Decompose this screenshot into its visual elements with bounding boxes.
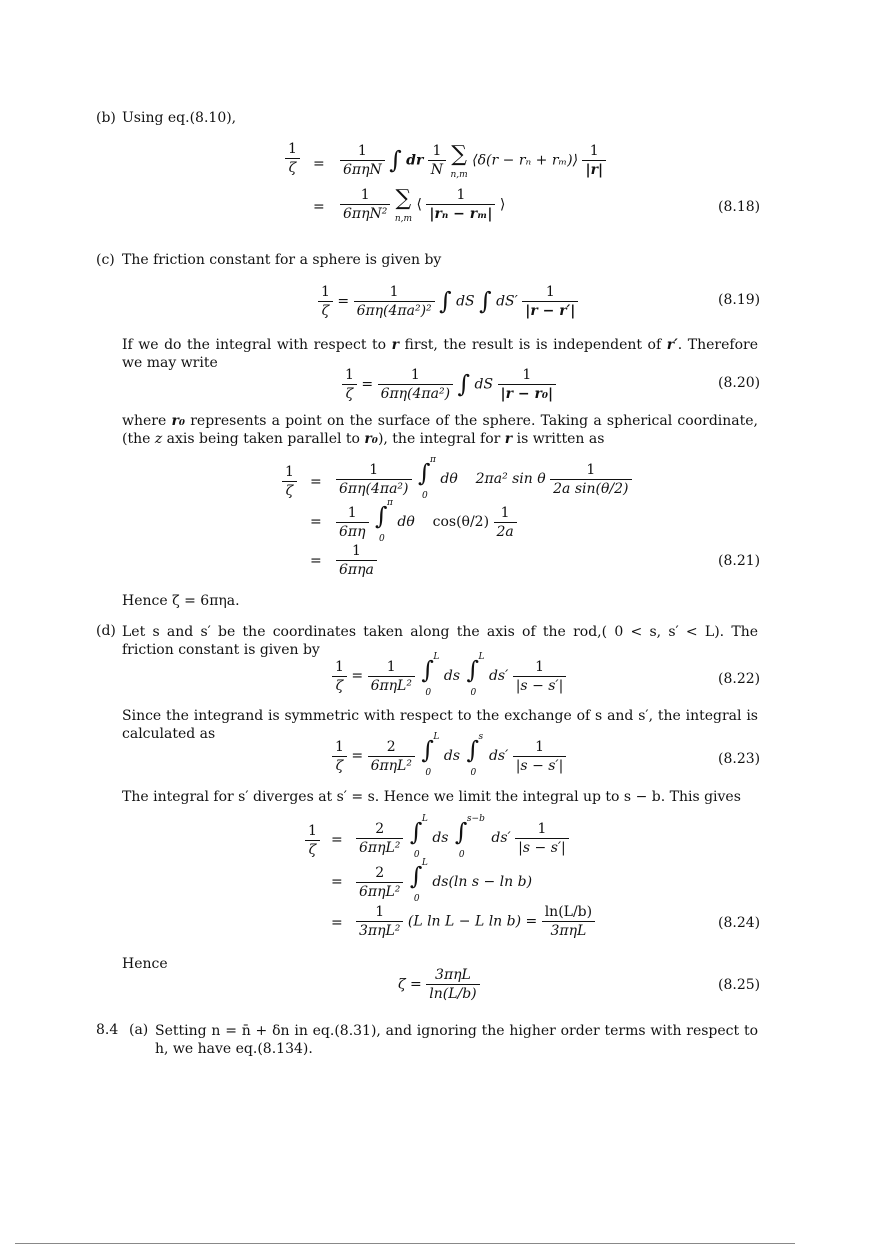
item-b-label: (b) — [96, 110, 116, 126]
fraction: $\frac{1}{\text{6πηN²}}$ — [340, 186, 390, 223]
one-over-zeta: $\frac{1}{\zeta}$ — [332, 738, 347, 775]
equation-number: (8.21) — [718, 553, 761, 569]
definite-integral: ∫ L 0 — [466, 652, 485, 698]
eq-8-18-rhs1 — [340, 140, 606, 181]
fraction: $\frac{1}{|s - s'|}$ — [513, 658, 567, 695]
fraction: $\frac{1}{\text{6πη(4πa²)²}}$ — [354, 283, 435, 320]
eq-8-19: $\frac{1}{\zeta}$ = $\frac{1}{\text{6πη(4πa²)²}}$ ∫ dS ∫ dS′ $\frac{1}{|r - r'|}$ — [318, 283, 578, 320]
one-over-zeta: $\frac{1}{\zeta}$ — [285, 140, 300, 177]
fraction: $\frac{2}{\text{6πηL²}}$ — [368, 738, 415, 775]
equals-sign: = — [310, 553, 322, 569]
eq-8-18-rhs2: $\frac{1}{\text{6πηN²}}$ ∑ n,m ⟨ $\frac{1}{\text{|rₙ − rₘ|}}$ ⟩ — [340, 184, 505, 225]
definite-integral: ∫ s−b 0 — [454, 814, 485, 860]
eq-8-24-line1 — [305, 822, 320, 859]
eq-8-18-line1 — [285, 140, 300, 177]
eq-8-24-rhs3: $\frac{1}{\text{3πηL²}}$ (L ln L − L ln b) = $\frac{\ln(L/b)}{\text{3πηL}}$ — [356, 903, 595, 940]
footer-rule — [15, 1243, 795, 1244]
definite-integral: ∫ L 0 — [409, 814, 428, 860]
fraction: $\frac{1}{|r - r'|}$ — [522, 283, 578, 320]
equals-sign: = — [313, 199, 325, 215]
definite-integral: ∫ s 0 — [466, 732, 484, 778]
fraction: $\frac{1}{\text{3πηL²}}$ — [356, 903, 403, 940]
fraction: $\frac{\text{3πηL}}{\ln(L/b)}$ — [426, 966, 479, 1003]
one-over-zeta: $\frac{1}{\zeta}$ — [282, 463, 297, 500]
fraction: $\frac{1}{\text{|r − r₀|}}$ — [498, 366, 557, 403]
eq-8-20: $\frac{1}{\zeta}$ = $\frac{1}{\text{6πη(4πa²)}}$ ∫ dS $\frac{1}{\text{|r − r₀|}}$ — [342, 366, 556, 403]
item-c-para2: where r₀ represents a point on the surface of the sphere. Taking a spherical coordinate, (the z axis being taken parallel to r₀), the integral for r is written as — [122, 413, 758, 447]
item-d-label: (d) — [96, 623, 116, 639]
problem-8-4-number: 8.4 — [96, 1022, 119, 1038]
equals-sign: = — [331, 874, 343, 890]
equals-sign: = — [331, 832, 343, 848]
eq-8-24-rhs2: $\frac{2}{\text{6πηL²}}$ ∫ L 0 ds(ln s − ln b) — [356, 862, 532, 902]
equals-sign: = — [331, 915, 343, 931]
fraction: $\frac{1}{\text{6πη(4πa²)}}$ — [336, 461, 412, 498]
equals-sign: = — [310, 514, 322, 530]
item-d-hence: Hence — [122, 956, 168, 972]
equation-number: (8.24) — [718, 915, 761, 931]
equation-number: (8.18) — [718, 199, 761, 215]
dr-term: dr — [406, 152, 424, 169]
integral-sign: ∫ — [389, 145, 402, 174]
fraction: $\frac{1}{\text{2a sin(θ/2)}}$ — [550, 461, 631, 498]
item-c-label: (c) — [96, 252, 115, 268]
eq-8-21-rhs2: $\frac{1}{6\pi\eta}$ ∫ π 0 dθ cos(θ/2) $\frac{1}{2a}$ — [336, 502, 517, 542]
delta-term: ⟨δ(r − rₙ + rₘ)⟩ — [472, 152, 579, 169]
eq-8-21-rhs1: $\frac{1}{\text{6πη(4πa²)}}$ ∫ π 0 dθ 2πa² sin θ $\frac{1}{\text{2a sin(θ/2)}}$ — [336, 459, 632, 499]
definite-integral: ∫ π 0 — [374, 498, 393, 544]
fraction: $\frac{1}{|r|}$ — [582, 142, 606, 179]
eq-8-21-rhs3 — [336, 542, 377, 579]
summation: ∑ n,m — [394, 186, 413, 224]
fraction: $\frac{1}{|s - s'|}$ — [515, 820, 569, 857]
eq-8-24-rhs1: $\frac{2}{\text{6πηL²}}$ ∫ L 0 ds ∫ s−b 0 ds′ $\frac{1}{|s - s'|}$ — [356, 818, 569, 858]
fraction: $\frac{1}{\text{6πηL²}}$ — [368, 658, 415, 695]
fraction: $\frac{1}{6\pi\eta}$ — [336, 504, 369, 541]
problem-8-4-label: (a) — [129, 1022, 149, 1038]
equals-sign: = — [313, 156, 325, 172]
eq-8-21-line1 — [282, 463, 297, 500]
one-over-zeta: $\frac{1}{\zeta}$ — [318, 283, 333, 320]
fraction: $\frac{1}{\text{6πηN}}$ — [340, 142, 385, 179]
fraction: $\frac{1}{\text{|rₙ − rₘ|}}$ — [426, 186, 495, 223]
item-d-intro: Let s and s′ be the coordinates taken along the axis of the rod,( 0 < s, s′ < L). The friction constant is given by — [122, 624, 758, 658]
fraction: $\frac{1}{2a}$ — [494, 504, 517, 541]
item-c-intro: The friction constant for a sphere is given by — [122, 252, 442, 268]
definite-integral: ∫ L 0 — [409, 858, 428, 904]
equation-number: (8.20) — [718, 375, 761, 391]
eq-8-23: $\frac{1}{\zeta}$ = $\frac{2}{\text{6πηL²}}$ ∫ L 0 ds ∫ s 0 ds′ $\frac{1}{|s - s'|}$ — [332, 736, 566, 776]
one-over-zeta: $\frac{1}{\zeta}$ — [305, 822, 320, 859]
fraction: $\frac{2}{\text{6πηL²}}$ — [356, 820, 403, 857]
item-c-hence: Hence ζ = 6πηa. — [122, 593, 240, 609]
fraction: $\frac{1}{N}$ — [428, 142, 446, 179]
fraction: $\frac{2}{\text{6πηL²}}$ — [356, 864, 403, 901]
equals-sign: = — [310, 474, 322, 490]
fraction: $\frac{\ln(L/b)}{\text{3πηL}}$ — [542, 903, 595, 940]
eq-8-22: $\frac{1}{\zeta}$ = $\frac{1}{\text{6πηL²}}$ ∫ L 0 ds ∫ L 0 ds′ $\frac{1}{|s - s'|}$ — [332, 656, 566, 696]
item-b-intro: Using eq.(8.10), — [122, 110, 237, 126]
equation-number: (8.23) — [718, 751, 761, 767]
equation-number: (8.25) — [718, 977, 761, 993]
one-over-zeta: $\frac{1}{\zeta}$ — [342, 366, 357, 403]
definite-integral: ∫ L 0 — [421, 652, 440, 698]
item-d-para2: The integral for s′ diverges at s′ = s. Hence we limit the integral up to s − b. This gives — [122, 789, 741, 805]
fraction: $\frac{1}{|s - s'|}$ — [513, 738, 567, 775]
problem-8-4-text: Setting n = n̄ + δn in eq.(8.31), and ignoring the higher order terms with respect to h, we have eq.(8.134). — [155, 1023, 758, 1057]
item-d-para1: Since the integrand is symmetric with respect to the exchange of s and s′, the integral is calculated as — [122, 708, 758, 742]
definite-integral: ∫ π 0 — [417, 455, 436, 501]
equation-number: (8.22) — [718, 671, 761, 687]
item-c-para1: If we do the integral with respect to r first, the result is is independent of r′. Therefore we may write — [122, 337, 758, 371]
fraction: $\frac{1}{\text{6πη(4πa²)}}$ — [378, 366, 454, 403]
one-over-zeta: $\frac{1}{\zeta}$ — [332, 658, 347, 695]
summation: ∑ n,m — [450, 142, 468, 180]
eq-8-25: ζ = $\frac{\text{3πηL}}{\ln(L/b)}$ — [398, 966, 480, 1003]
fraction: $\frac{1}{\text{6πηa}}$ — [336, 542, 377, 579]
definite-integral: ∫ L 0 — [421, 732, 440, 778]
equation-number: (8.19) — [718, 292, 761, 308]
